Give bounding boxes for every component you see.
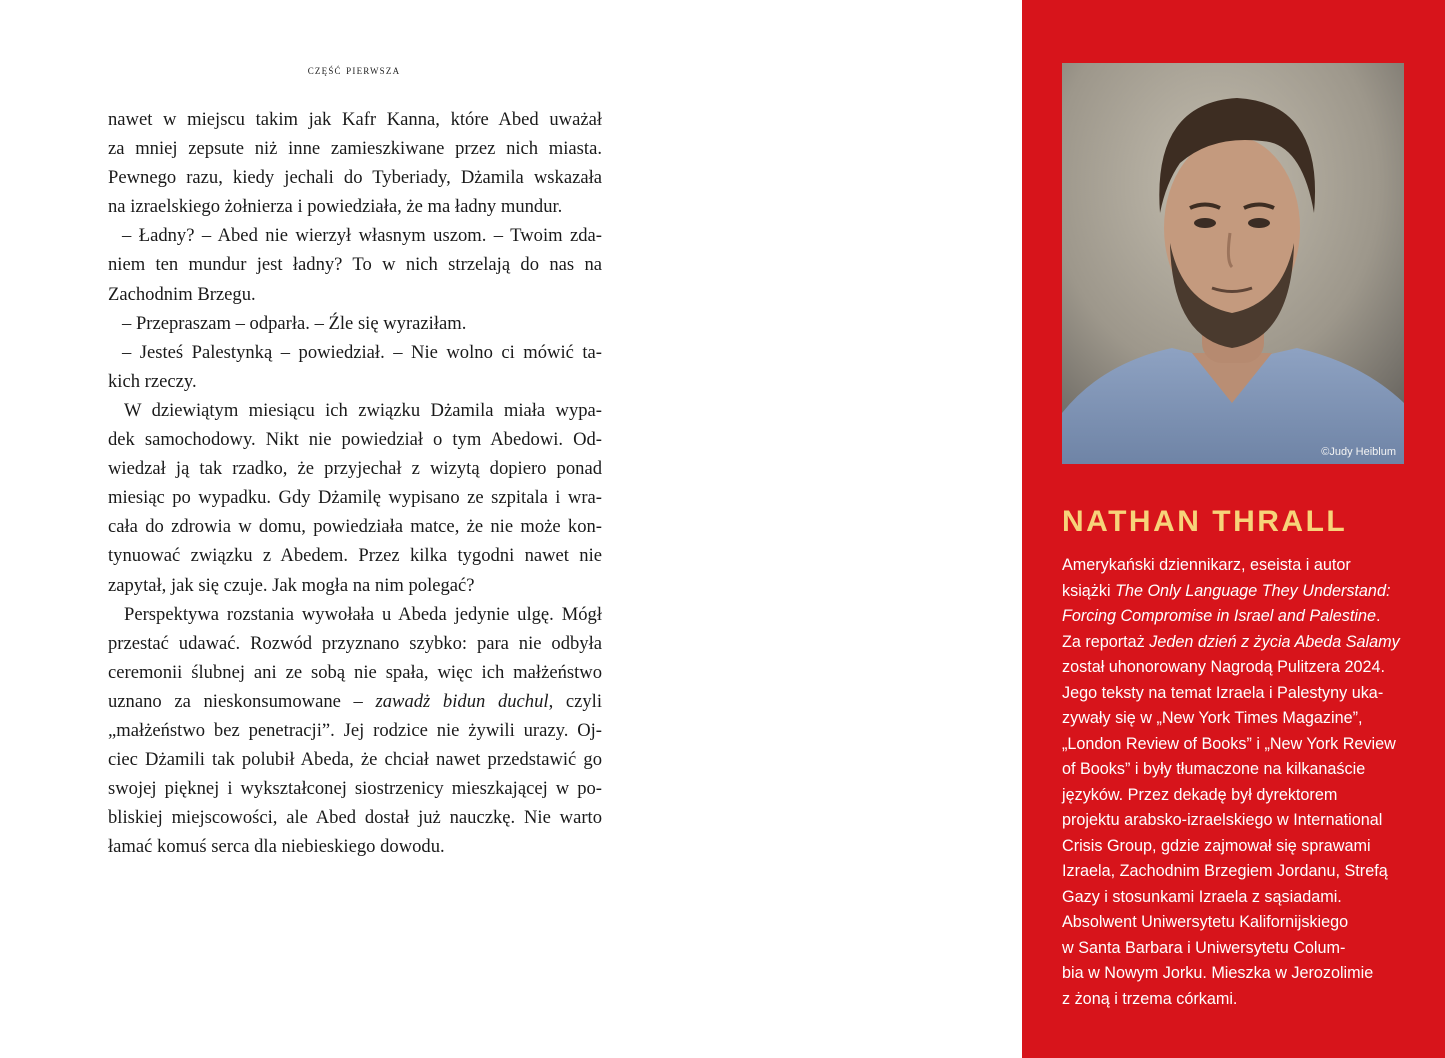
text-line-content: – Przepraszam – odparła. – Źle się wyraziłam. (122, 312, 467, 334)
bio-title-italic: Forcing Compromise in Israel and Palestine (1062, 607, 1376, 625)
bio-title-italic: The Only Language They Understand: (1115, 581, 1391, 600)
bio-text: z żoną i trzema córkami. (1062, 989, 1238, 1008)
text-line-content: przestać udawać. Rozwód przyznano szybko: para nie odbyła (108, 632, 602, 654)
bio-line (1062, 706, 1412, 732)
bio-line (1062, 604, 1412, 630)
bio-text: Gazy i stosunkami Izraela z sąsiadami. (1062, 887, 1342, 906)
text-line-content: swojej pięknej i wykształconej siostrzenicy mieszkającej w po- (108, 778, 602, 800)
bio-text: . (1376, 607, 1381, 625)
text-line-content: zapytał, jak się czuje. Jak mogła na nim polegać? (108, 574, 475, 596)
text-line-content: bliskiej miejscowości, ale Abed dostał już nauczkę. Nie warto (108, 807, 602, 829)
bio-text: został uhonorowany Nagrodą Pulitzera 2024. (1062, 658, 1386, 676)
bio-text: Jego teksty na temat Izraela i Palestyny uka- (1062, 683, 1384, 702)
text-line-content: ceremonii ślubnej ani ze sobą nie spała, więc ich małżeństwo (108, 661, 602, 683)
text-line-content: ciec Dżamili tak polubił Abeda, że chciał nawet przedstawić go (108, 749, 602, 771)
bio-line (1062, 834, 1412, 860)
bio-line (1062, 936, 1412, 962)
bio-line (1062, 757, 1412, 783)
bio-line (1062, 783, 1412, 809)
bio-line (1062, 630, 1412, 656)
text-line (108, 687, 602, 716)
text-line (108, 629, 602, 658)
text-line (108, 221, 602, 250)
bio-line (1062, 885, 1412, 911)
text-line (108, 163, 602, 192)
bio-text: Absolwent Uniwersytetu Kalifornijskiego (1062, 913, 1349, 931)
right-page (1022, 0, 1445, 1058)
text-line-content: – Jesteś Palestynką – powiedział. – Nie wolno ci mówić ta- (122, 341, 602, 363)
bio-text: Izraela, Zachodnim Brzegiem Jordanu, Strefą (1062, 862, 1388, 880)
bio-line (1062, 655, 1412, 681)
text-line (108, 571, 602, 600)
text-line (108, 105, 602, 134)
text-line-content: Pewnego razu, kiedy jechali do Tyberiady, Dżamila wskazała (108, 167, 602, 189)
text-line-content: „małżeństwo bez penetracji”. Jej rodzice nie żywili urazy. Oj- (108, 719, 602, 741)
bio-text: of Books” i były tłumaczone na kilkanaście (1062, 760, 1366, 778)
running-head: część pierwsza (307, 62, 401, 77)
text-line-content: – Ładny? – Abed nie wierzył własnym uszom. – Twoim zda- (122, 225, 602, 247)
text-line-content: Perspektywa rozstania wywołała u Abeda jedynie ulgę. Mógł (124, 603, 602, 625)
bio-line (1062, 910, 1412, 936)
bio-text: Za reportaż (1062, 632, 1150, 651)
text-line (108, 338, 602, 367)
bio-text: projektu arabsko-izraelskiego w International (1062, 811, 1383, 829)
text-line (108, 832, 602, 861)
bio-line (1062, 553, 1412, 579)
text-line-content: na izraelskiego żołnierza i powiedziała, że ma ładny mundur. (108, 196, 563, 218)
bio-text: książki (1062, 581, 1116, 600)
bio-line (1062, 732, 1412, 758)
italic-term: zawadż bidun duchul (375, 690, 549, 712)
text-line (108, 512, 602, 541)
bio-text: bia w Nowym Jorku. Mieszka w Jerozolimie (1062, 964, 1374, 982)
author-photo (1062, 63, 1404, 464)
text-line-content: dek samochodowy. Nikt nie powiedział o tym Abedowi. Od- (108, 429, 602, 451)
bio-text: „London Review of Books” i „New York Review (1062, 734, 1396, 753)
text-line (108, 541, 602, 570)
text-line-content: W dziewiątym miesiącu ich związku Dżamila miała wypa- (124, 399, 602, 421)
text-line (108, 745, 602, 774)
bio-text: zywały się w „New York Times Magazine”, (1062, 709, 1363, 727)
text-line (108, 454, 602, 483)
author-portrait-illustration (1062, 63, 1404, 464)
text-line (108, 250, 602, 279)
text-line-content: kich rzeczy. (108, 370, 197, 392)
text-line-content: za mniej zepsute niż inne zamieszkiwane przez nich miasta. (108, 138, 602, 160)
bio-line (1062, 961, 1412, 987)
author-name: NATHAN THRALL (1062, 505, 1348, 538)
bio-text: Amerykański dziennikarz, eseista i autor (1062, 556, 1351, 574)
text-line (108, 425, 602, 454)
text-line (108, 309, 602, 338)
text-line-tail: , czyli (548, 690, 603, 712)
photo-credit: ©Judy Heiblum (1321, 446, 1396, 458)
text-line (108, 716, 602, 745)
bio-text: w Santa Barbara i Uniwersytetu Colum- (1062, 938, 1346, 957)
text-line-content: wiedzał ją tak rzadko, że przyjechał z wizytą dopiero ponad (108, 458, 602, 480)
bio-text: języków. Przez dekadę był dyrektorem (1062, 785, 1338, 804)
bio-line (1062, 987, 1412, 1013)
text-line (108, 774, 602, 803)
text-line-content: cała do zdrowia w domu, powiedziała matce, że nie może kon- (108, 516, 602, 538)
text-line (108, 192, 602, 221)
text-line-content: tynuować związku z Abedem. Przez kilka tygodni nawet nie (108, 545, 602, 567)
bio-title-italic: Jeden dzień z życia Abeda Salamy (1149, 632, 1400, 651)
text-line (108, 658, 602, 687)
text-line-content: miesiąc po wypadku. Gdy Dżamilę wypisano ze szpitala i wra- (108, 487, 602, 509)
text-line (108, 367, 602, 396)
text-line (108, 396, 602, 425)
text-line-content: niem ten mundur jest ładny? To w nich strzelają do nas na (108, 254, 602, 276)
bio-line (1062, 681, 1412, 707)
text-line (108, 600, 602, 629)
text-line (108, 134, 602, 163)
text-line (108, 483, 602, 512)
text-line (108, 803, 602, 832)
text-line-content: Zachodnim Brzegu. (108, 283, 256, 305)
bio-line (1062, 859, 1412, 885)
bio-line (1062, 808, 1412, 834)
text-line-content: uznano za nieskonsumowane – (108, 690, 363, 712)
bio-text: Crisis Group, gdzie zajmował się sprawami (1062, 836, 1371, 855)
author-bio (1062, 553, 1412, 1012)
text-line-content: nawet w miejscu takim jak Kafr Kanna, które Abed uważał (108, 109, 602, 130)
body-text (108, 105, 602, 861)
text-line-content: łamać komuś serca dla niebieskiego dowodu. (108, 836, 445, 858)
bio-line (1062, 579, 1412, 605)
text-line (108, 280, 602, 309)
